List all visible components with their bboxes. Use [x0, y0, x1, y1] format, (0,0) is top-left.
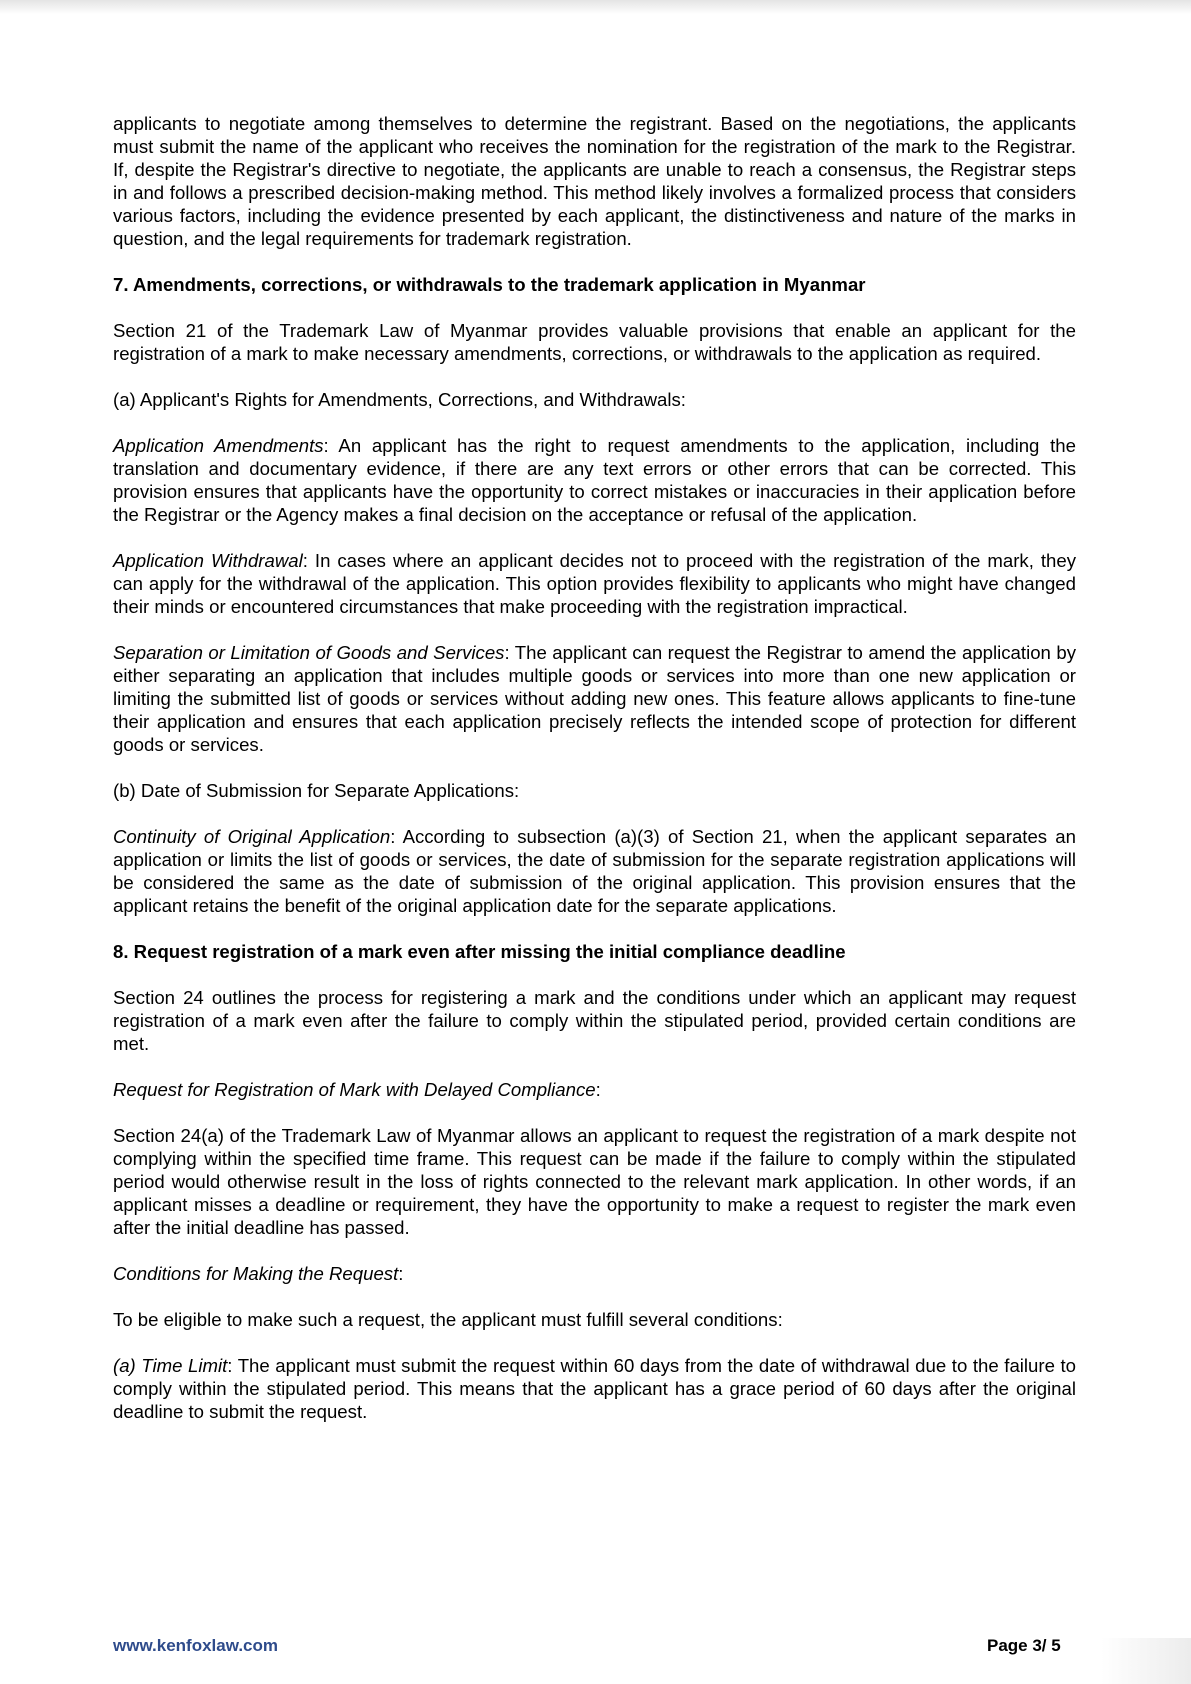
paragraph-time-limit: [113, 1354, 1076, 1423]
section-heading-7: 7. Amendments, corrections, or withdrawals to the trademark application in Myanmar: [113, 274, 866, 295]
term-application-withdrawal: Application Withdrawal: [113, 550, 303, 571]
page-body: [113, 112, 1076, 1446]
paragraph-section-24-intro: Section 24 outlines the process for registering a mark and the conditions under which an applicant may request registration of a mark even after the failure to comply within the stipulated period, provided certain conditions are met.: [113, 987, 1076, 1054]
term-application-amendments: Application Amendments: [113, 435, 324, 456]
paragraph-date-of-submission: (b) Date of Submission for Separate Applications:: [113, 780, 520, 801]
section-heading-8: 8. Request registration of a mark even after missing the initial compliance deadline: [113, 941, 846, 962]
paragraph-application-withdrawal: [113, 549, 1076, 618]
text-conditions-colon: :: [398, 1263, 404, 1284]
paragraph-continuity: [113, 825, 1076, 917]
text-separation-limitation: : The applicant can request the Registrar to amend the application by either separating an application that includes multiple goods or services into more than one new application or limiting the submitted list of goods or services without adding new ones. This feature allows applicants to fine-tune their application and ensures that each application precisely reflects the intended scope of protection for different goods or services.: [113, 642, 1076, 755]
paragraph-section-21-intro: Section 21 of the Trademark Law of Myanmar provides valuable provisions that enable an applicant for the registration of a mark to make necessary amendments, corrections, or withdrawals to the application as required.: [113, 320, 1076, 364]
term-time-limit: (a) Time Limit: [113, 1355, 228, 1376]
term-conditions: Conditions for Making the Request: [113, 1263, 399, 1284]
paragraph-negotiation: applicants to negotiate among themselves to determine the registrant. Based on the negotiations, the applicants must submit the name of the applicant who receives the nomination for the registration of the mark to the Registrar. If, despite the Registrar's directive to negotiate, the applicants are unable to reach a consensus, the Registrar steps in and follows a prescribed decision-making method. This method likely involves a formalized process that considers various factors, including the evidence presented by each applicant, the distinctiveness and nature of the marks in question, and the legal requirements for trademark registration.: [113, 113, 1076, 249]
page-corner-shade: [1101, 1638, 1191, 1684]
text-application-amendments: : An applicant has the right to request amendments to the application, including the translation and documentary evidence, if there are any text errors or other errors that can be corrected. This provision ensures that applicants have the opportunity to correct mistakes or inaccuracies in their application before the Registrar or the Agency makes a final decision on the acceptance or refusal of the application.: [113, 435, 1076, 525]
text-continuity: : According to subsection (a)(3) of Section 21, when the applicant separates an application or limits the list of goods or services, the date of submission for the separate registration applications will be considered the same as the date of submission of the original application. This provision ensures that the applicant retains the benefit of the original application date for the separate applications.: [113, 826, 1076, 916]
term-continuity: Continuity of Original Application: [113, 826, 391, 847]
paragraph-applicant-rights: (a) Applicant's Rights for Amendments, Corrections, and Withdrawals:: [113, 389, 686, 410]
term-separation-limitation: Separation or Limitation of Goods and Services: [113, 642, 505, 663]
text-delayed-compliance-colon: :: [595, 1079, 601, 1100]
paragraph-conditions-heading: [113, 1262, 1076, 1285]
paragraph-delayed-compliance-heading: [113, 1078, 1076, 1101]
text-application-withdrawal: : In cases where an applicant decides not to proceed with the registration of the mark, they can apply for the withdrawal of the application. This option provides flexibility to applicants who might have changed their minds or encountered circumstances that make proceeding with the registration impractical.: [113, 550, 1076, 617]
footer-website-link[interactable]: www.kenfoxlaw.com: [113, 1636, 279, 1655]
paragraph-section-24a: Section 24(a) of the Trademark Law of Myanmar allows an applicant to request the registration of a mark despite not complying within the specified time frame. This request can be made if the failure to comply within the stipulated period would otherwise result in the loss of rights connected to the relevant mark application. In other words, if an applicant misses a deadline or requirement, they have the opportunity to make a request to register the mark even after the initial deadline has passed.: [113, 1125, 1076, 1238]
paragraph-application-amendments: [113, 434, 1076, 526]
text-time-limit: : The applicant must submit the request within 60 days from the date of withdrawal due to the failure to comply within the stipulated period. This means that the applicant has a grace period of 60 days after the original deadline to submit the request.: [113, 1355, 1076, 1422]
paragraph-eligibility: To be eligible to make such a request, the applicant must fulfill several conditions:: [113, 1309, 783, 1330]
term-delayed-compliance: Request for Registration of Mark with Delayed Compliance: [113, 1079, 596, 1100]
page-top-shadow: [0, 0, 1191, 14]
footer-page-number: Page 3/ 5: [987, 1636, 1061, 1655]
paragraph-separation-limitation: [113, 641, 1076, 756]
